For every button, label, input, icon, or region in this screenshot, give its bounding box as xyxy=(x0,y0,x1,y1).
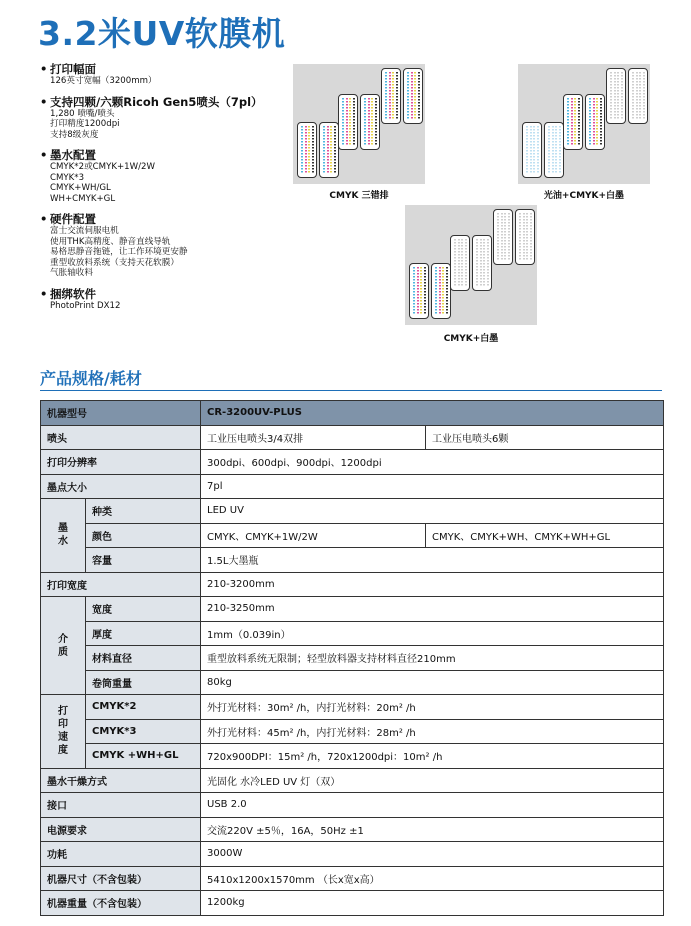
table-row xyxy=(41,450,664,475)
ink-color-value-1: CMYK、CMYK+1W/2W xyxy=(201,523,426,548)
nozzle-row xyxy=(610,72,612,120)
feature-line: 126英寸宽幅（3200mm） xyxy=(50,76,157,86)
interface-label: 接口 xyxy=(41,793,201,818)
nozzle-row xyxy=(530,126,532,174)
print-head xyxy=(431,263,451,319)
section-title: 产品规格/耗材 xyxy=(40,369,142,388)
bullet-icon: • xyxy=(40,212,48,226)
table-row xyxy=(41,548,664,573)
nozzle-row xyxy=(639,72,641,120)
nozzle-row xyxy=(327,126,329,174)
print-head xyxy=(360,94,380,150)
nozzle-row xyxy=(617,72,619,120)
roll-weight-value: 80kg xyxy=(201,670,664,695)
nozzle-row xyxy=(593,98,595,146)
nozzle-row xyxy=(600,98,602,146)
nozzle-row xyxy=(589,98,591,146)
media-width-label: 宽度 xyxy=(86,597,201,622)
nozzle-row xyxy=(555,126,557,174)
feature-line: CMYK+WH/GL xyxy=(50,183,111,193)
media-group-label xyxy=(41,597,86,695)
speed-2-label: CMYK*3 xyxy=(86,719,201,744)
nozzle-row xyxy=(465,239,467,287)
nozzle-row xyxy=(435,267,437,315)
bullet-icon: • xyxy=(40,94,48,109)
media-group-text: 介 质 xyxy=(58,633,68,658)
nozzle-row xyxy=(308,126,310,174)
diagram-caption: CMYK+白墨 xyxy=(443,334,499,344)
nozzle-row xyxy=(643,72,645,120)
feature-item xyxy=(40,62,310,87)
nozzle-row xyxy=(504,213,506,261)
feature-line: CMYK*2或CMYK+1W/2W xyxy=(50,162,155,172)
nozzle-row xyxy=(407,72,409,120)
speed-2-value: 外打光材料：45m² /h，内打光材料：28m² /h xyxy=(201,719,664,744)
nozzle-row xyxy=(454,239,456,287)
table-row xyxy=(41,499,664,524)
ink-color-value-2: CMYK、CMYK+WH、CMYK+WH+GL xyxy=(426,523,664,548)
drying-label: 墨水干燥方式 xyxy=(41,768,201,793)
dimensions-label: 机器尺寸（不含包装） xyxy=(41,866,201,891)
table-row xyxy=(41,597,664,622)
nozzle-row xyxy=(571,98,573,146)
feature-heading-text: 墨水配置 xyxy=(50,148,97,162)
table-row xyxy=(41,842,664,867)
print-head xyxy=(297,122,317,178)
nozzle-row xyxy=(559,126,561,174)
speed-1-label: CMYK*2 xyxy=(86,695,201,720)
resolution-label: 打印分辨率 xyxy=(41,450,201,475)
table-row xyxy=(41,474,664,499)
page-title: 3.2米UV软膜机 xyxy=(38,14,286,53)
print-width-value: 210-3200mm xyxy=(201,572,664,597)
feature-line: 富士交流伺服电机 xyxy=(50,226,119,236)
nozzle-row xyxy=(353,98,355,146)
consumption-value: 3000W xyxy=(201,842,664,867)
nozzle-row xyxy=(371,98,373,146)
nozzle-row xyxy=(480,239,482,287)
table-row xyxy=(41,768,664,793)
resolution-value: 300dpi、600dpi、900dpi、1200dpi xyxy=(201,450,664,475)
print-head xyxy=(515,209,535,265)
nozzle-row xyxy=(442,267,444,315)
diagram-caption: 光油+CMYK+白墨 xyxy=(543,191,625,201)
nozzle-row xyxy=(420,267,422,315)
table-row xyxy=(41,719,664,744)
head-value-1: 工业压电喷头3/4双排 xyxy=(201,425,426,450)
print-head xyxy=(493,209,513,265)
nozzle-row xyxy=(526,213,528,261)
feature-line: WH+CMYK+GL xyxy=(50,193,116,204)
feature-item xyxy=(40,148,310,204)
interface-value: USB 2.0 xyxy=(201,793,664,818)
feature-line: CMYK*3 xyxy=(50,172,85,183)
print-head xyxy=(585,94,605,150)
nozzle-row xyxy=(537,126,539,174)
feature-line: 1,280 喷嘴/喷头 xyxy=(50,108,115,119)
nozzle-row xyxy=(312,126,314,174)
nozzle-row xyxy=(413,267,415,315)
power-value: 交流220V ±5％，16A，50Hz ±1 xyxy=(201,817,664,842)
drying-value: 光固化 水冷LED UV 灯（双） xyxy=(201,768,664,793)
nozzle-row xyxy=(389,72,391,120)
consumption-label: 功耗 xyxy=(41,842,201,867)
diagram-cmyk-staggered xyxy=(293,64,425,186)
nozzle-row xyxy=(552,126,554,174)
table-row xyxy=(41,621,664,646)
diagram-varnish-cmyk-white xyxy=(518,64,650,186)
nozzle-row xyxy=(417,267,419,315)
print-head xyxy=(522,122,542,178)
table-row xyxy=(41,817,664,842)
bullet-icon: • xyxy=(40,286,48,301)
table-row xyxy=(41,646,664,671)
weight-label: 机器重量（不含包装） xyxy=(41,891,201,916)
head-value-2: 工业压电喷头6颗 xyxy=(426,425,664,450)
nozzle-row xyxy=(530,213,532,261)
nozzle-row xyxy=(596,98,598,146)
feature-heading-text: 捆绑软件 xyxy=(50,286,97,301)
nozzle-row xyxy=(476,239,478,287)
section-divider xyxy=(40,390,662,391)
speed-group-label xyxy=(41,695,86,769)
nozzle-row xyxy=(567,98,569,146)
model-value: CR-3200UV-PLUS xyxy=(201,401,664,426)
speed-1-value: 外打光材料：30m² /h，内打光材料：20m² /h xyxy=(201,695,664,720)
nozzle-row xyxy=(411,72,413,120)
nozzle-row xyxy=(632,72,634,120)
dimensions-value: 5410x1200x1570mm （长x宽x高） xyxy=(201,866,664,891)
spec-table xyxy=(40,400,664,916)
power-label: 电源要求 xyxy=(41,817,201,842)
nozzle-row xyxy=(349,98,351,146)
nozzle-row xyxy=(334,126,336,174)
diagram-cmyk-white xyxy=(405,205,537,327)
nozzle-row xyxy=(621,72,623,120)
nozzle-row xyxy=(323,126,325,174)
print-head xyxy=(450,235,470,291)
print-head xyxy=(563,94,583,150)
bullet-icon: • xyxy=(40,148,48,162)
print-width-label: 打印宽度 xyxy=(41,572,201,597)
nozzle-row xyxy=(414,72,416,120)
feature-heading xyxy=(40,148,310,162)
nozzle-row xyxy=(578,98,580,146)
nozzle-row xyxy=(523,213,525,261)
media-diameter-label: 材料直径 xyxy=(86,646,201,671)
print-head xyxy=(403,68,423,124)
nozzle-row xyxy=(375,98,377,146)
nozzle-row xyxy=(574,98,576,146)
print-head xyxy=(409,263,429,319)
nozzle-row xyxy=(501,213,503,261)
table-row xyxy=(41,744,664,769)
nozzle-row xyxy=(526,126,528,174)
feature-heading xyxy=(40,287,310,301)
feature-heading-text: 打印幅面 xyxy=(50,62,97,76)
feature-heading-text: 硬件配置 xyxy=(50,212,97,226)
dot-size-value: 7pl xyxy=(201,474,664,499)
feature-line: PhotoPrint DX12 xyxy=(50,300,121,311)
feature-item xyxy=(40,95,310,141)
nozzle-row xyxy=(458,239,460,287)
feature-heading xyxy=(40,62,310,76)
nozzle-row xyxy=(548,126,550,174)
feature-heading xyxy=(40,95,310,109)
speed-3-value: 720x900DPI：15m² /h，720x1200dpi：10m² /h xyxy=(201,744,664,769)
speed-3-label: CMYK +WH+GL xyxy=(86,744,201,769)
nozzle-row xyxy=(614,72,616,120)
weight-value: 1200kg xyxy=(201,891,664,916)
diagram-caption: CMYK 三错排 xyxy=(329,191,389,201)
nozzle-row xyxy=(446,267,448,315)
print-head xyxy=(544,122,564,178)
feature-line: 打印精度1200dpi xyxy=(50,119,120,129)
print-head xyxy=(472,235,492,291)
table-row xyxy=(41,695,664,720)
feature-line: 重型收放料系统（支持天花软膜） xyxy=(50,257,179,268)
feature-item xyxy=(40,287,310,312)
table-row xyxy=(41,866,664,891)
nozzle-row xyxy=(418,72,420,120)
nozzle-row xyxy=(368,98,370,146)
table-row xyxy=(41,523,664,548)
nozzle-row xyxy=(497,213,499,261)
nozzle-row xyxy=(519,213,521,261)
bullet-icon: • xyxy=(40,62,48,76)
nozzle-row xyxy=(330,126,332,174)
nozzle-row xyxy=(533,126,535,174)
nozzle-row xyxy=(392,72,394,120)
ink-capacity-label: 容量 xyxy=(86,548,201,573)
feature-item xyxy=(40,212,310,279)
ink-color-label: 颜色 xyxy=(86,523,201,548)
nozzle-row xyxy=(396,72,398,120)
table-row xyxy=(41,891,664,916)
nozzle-row xyxy=(439,267,441,315)
ink-group-text: 墨 水 xyxy=(58,523,68,548)
feature-line: 易格思静音拖链，让工作环境更安静 xyxy=(50,247,188,257)
feature-list xyxy=(40,62,310,319)
feature-line: 支持8级灰度 xyxy=(50,129,99,140)
dot-size-label: 墨点大小 xyxy=(41,474,201,499)
ink-capacity-value: 1.5L大墨瓶 xyxy=(201,548,664,573)
nozzle-row xyxy=(342,98,344,146)
nozzle-row xyxy=(636,72,638,120)
print-head xyxy=(381,68,401,124)
table-row xyxy=(41,793,664,818)
media-thickness-value: 1mm（0.039in） xyxy=(201,621,664,646)
nozzle-row xyxy=(364,98,366,146)
ink-group-label xyxy=(41,499,86,573)
nozzle-row xyxy=(461,239,463,287)
print-head xyxy=(606,68,626,124)
nozzle-row xyxy=(346,98,348,146)
speed-group-text: 打 印 速 度 xyxy=(58,706,68,757)
table-row xyxy=(41,670,664,695)
nozzle-row xyxy=(305,126,307,174)
feature-heading xyxy=(40,212,310,226)
nozzle-row xyxy=(487,239,489,287)
nozzle-row xyxy=(385,72,387,120)
nozzle-row xyxy=(483,239,485,287)
print-head xyxy=(338,94,358,150)
feature-line: 气胀轴收料 xyxy=(50,268,93,278)
nozzle-row xyxy=(508,213,510,261)
print-head xyxy=(319,122,339,178)
table-row xyxy=(41,401,664,426)
feature-line: 使用THK高精度、静音直线导轨 xyxy=(50,236,171,247)
print-head xyxy=(628,68,648,124)
head-label: 喷头 xyxy=(41,425,201,450)
nozzle-row xyxy=(301,126,303,174)
model-label: 机器型号 xyxy=(41,401,201,426)
roll-weight-label: 卷筒重量 xyxy=(86,670,201,695)
nozzle-row xyxy=(424,267,426,315)
ink-type-value: LED UV xyxy=(201,499,664,524)
ink-type-label: 种类 xyxy=(86,499,201,524)
media-width-value: 210-3250mm xyxy=(201,597,664,622)
media-thickness-label: 厚度 xyxy=(86,621,201,646)
feature-heading-text: 支持四颗/六颗Ricoh Gen5喷头（7pl） xyxy=(50,94,263,109)
table-row xyxy=(41,572,664,597)
table-row xyxy=(41,425,664,450)
media-diameter-value: 重型放料系统无限制；轻型放料器支持材料直径210mm xyxy=(201,646,664,671)
